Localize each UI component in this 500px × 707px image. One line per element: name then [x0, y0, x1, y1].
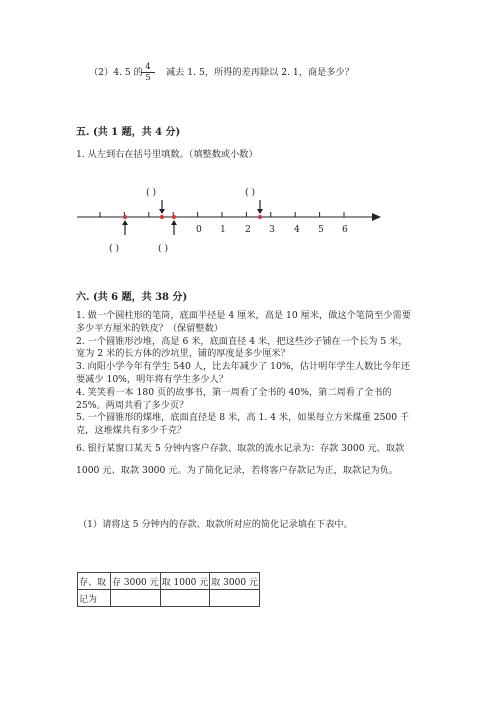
record-table — [77, 572, 260, 607]
question-part2-suffix: 减去 1. 5，所得的差再除以 2. 1，商是多少？ — [166, 67, 354, 78]
table-header-cell: 存、取 — [78, 573, 111, 590]
problem-2: 2. 一个圆锥形沙堆，高是 6 米，底面直径 4 米，把这些沙子铺在一个长为 5 米，宽为 2 米的长方体的沙坑里，铺的厚度是多少厘米？ — [76, 335, 408, 360]
section5-question: 1. 从左到右在括号里填数。（填整数或小数） — [76, 149, 258, 160]
arrow-down-1-head — [159, 209, 165, 214]
number-line-point-2 — [160, 215, 164, 219]
problem-4: 4. 笑笑看一本 180 页的故事书，第一周看了全书的 40%，第二周看了全书的 25%。两周共看了多少页？ — [76, 386, 392, 411]
table-row-label: 记为 — [78, 590, 111, 607]
table-row — [78, 590, 260, 607]
tick-label-0: 0 — [196, 224, 202, 235]
table-header-cell: 存 3000 元 — [111, 573, 161, 590]
problem-list — [76, 310, 416, 482]
table-header-cell: 取 3000 元 — [210, 573, 260, 590]
number-line-arrowhead — [372, 213, 381, 221]
answer-bracket-bottom-1[interactable]: ( ) — [109, 243, 120, 254]
arrow-down-2-head — [257, 209, 263, 214]
tick-label-5: 5 — [318, 224, 324, 235]
number-line-point-3 — [172, 215, 176, 219]
fraction-denominator: 5 — [145, 73, 151, 83]
question-part2-prefix: （2）4. 5 的 — [89, 67, 143, 78]
section6-heading: 六. (共 6 题，共 38 分) — [76, 292, 188, 303]
sub-question-1: （1）请将这 5 分钟内的存款、取款所对应的简化记录填在下表中。 — [78, 519, 353, 530]
arrow-up-2-head — [171, 220, 177, 225]
problem-1: 1. 做一个圆柱形的笔筒，底面半径是 4 厘米，高是 10 厘米，做这个笔筒至少需要多少平方厘米的铁皮？（保留整数） — [76, 310, 411, 334]
number-line-point-4 — [258, 215, 262, 219]
section5-heading: 五. (共 1 题，共 4 分) — [76, 127, 181, 138]
number-line-point-1 — [123, 215, 127, 219]
tick-label-6: 6 — [342, 224, 348, 235]
answer-bracket-top-1[interactable]: ( ) — [146, 187, 157, 198]
tick-label-3: 3 — [269, 224, 275, 235]
answer-bracket-bottom-2[interactable]: ( ) — [158, 243, 169, 254]
table-answer-cell[interactable] — [111, 590, 161, 607]
problem-5: 5. 一个圆锥形的煤堆，底面直径是 8 米，高 1. 4 米，如果每立方米煤重 2500 千克，这堆煤共有多少千克？ — [76, 412, 410, 437]
problem-3: 3. 向阳小学今年有学生 540 人，比去年减少了 10%，估计明年学生人数比今年还要减少 10%，明年将有学生多少人？ — [76, 361, 411, 385]
tick-label-2: 2 — [245, 224, 251, 235]
table-row — [78, 573, 260, 590]
table-answer-cell[interactable] — [210, 590, 260, 607]
table-answer-cell[interactable] — [160, 590, 210, 607]
problem-6: 6. 银行某窗口某天 5 分钟内客户存款、取款的流水记录为：存款 3000 元、取款 1000 元、取款 3000 元。为了简化记录，若将客户存款记为正，取款记为负。 — [76, 442, 405, 476]
fraction-numerator: 4 — [141, 62, 155, 73]
answer-bracket-top-2[interactable]: ( ) — [245, 187, 256, 198]
tick-label-1: 1 — [220, 224, 226, 235]
tick-label-4: 4 — [294, 224, 300, 235]
table-header-cell: 取 1000 元 — [160, 573, 210, 590]
arrow-up-1-head — [122, 220, 128, 225]
number-line-ticks — [100, 212, 344, 217]
